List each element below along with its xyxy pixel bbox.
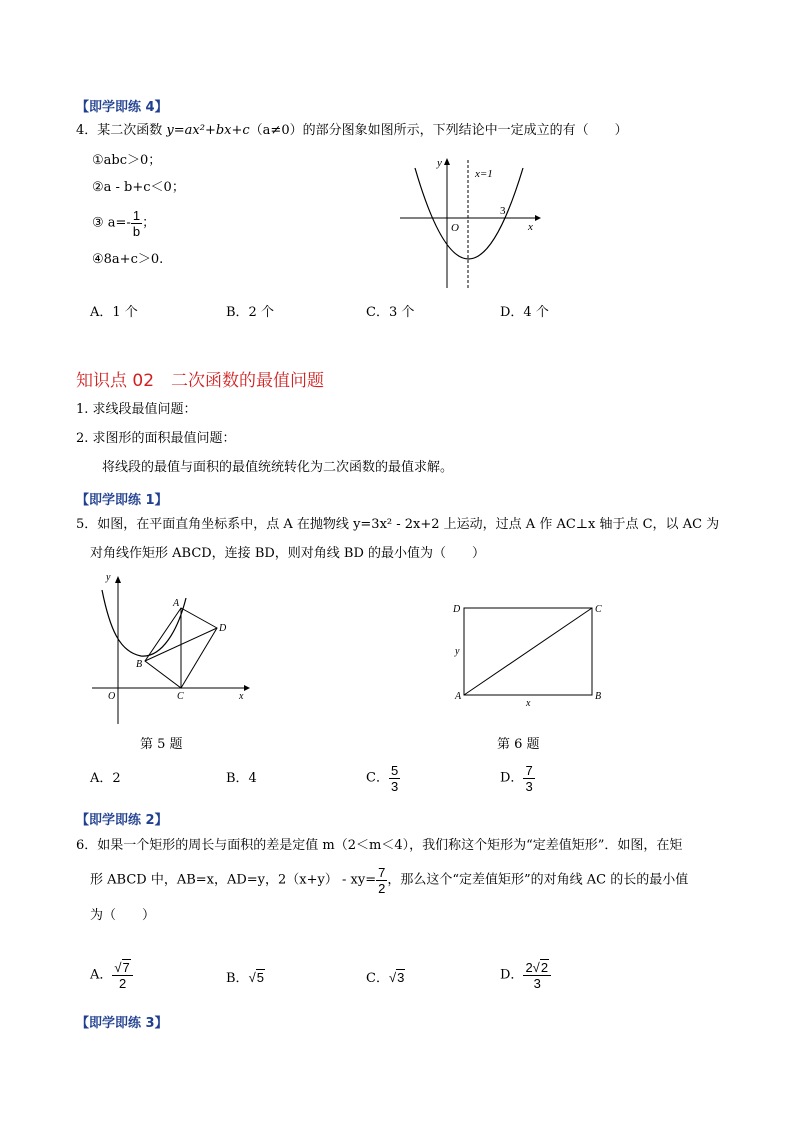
- q6-c-radicand: 3: [397, 970, 405, 985]
- q6-d-coef: 2: [525, 960, 533, 975]
- q6-fig-b: B: [595, 691, 602, 702]
- q6-a-den: 2: [118, 976, 127, 991]
- q5-option-c-label: C．: [366, 770, 389, 786]
- practice-tag-3: 【即学即练 3】: [76, 1016, 168, 1031]
- q6-c-sqrt: √3: [388, 970, 405, 985]
- q4-formula: y=ax²+bx+c: [166, 123, 250, 138]
- q5-line-2: 对角线作矩形 ABCD，连接 BD，则对角线 BD 的最小值为（ ）: [90, 546, 486, 561]
- q6-d-num: 2√2: [523, 960, 551, 976]
- q4-s3-post: ；: [142, 215, 156, 231]
- q6-frac-num: 7: [378, 865, 386, 880]
- q5-option-b[interactable]: B．4: [226, 771, 257, 786]
- q5-option-d-fraction: [523, 763, 534, 794]
- q6-seven-halves: [376, 865, 387, 896]
- q6-d-den: 3: [533, 976, 541, 991]
- q6-line-3: 为（ ）: [90, 908, 156, 923]
- q6-b-sqrt: √5: [248, 970, 264, 985]
- q6-text-2a: 形 ABCD 中，AB=x，AD=y，2（x+y） - xy=: [90, 872, 377, 888]
- q6-fig-y: y: [455, 646, 460, 657]
- q4-stem-b: 的部分图象如图所示，下列结论中一定成立的有（ ）: [302, 123, 628, 138]
- section-line-2: 2. 求图形的面积最值问题：: [76, 431, 236, 446]
- q6-fig-x: x: [526, 698, 531, 709]
- q6-option-a-label: A．: [90, 967, 113, 983]
- q5-option-d-label: D．: [500, 770, 524, 786]
- q4-statement-3: [92, 208, 155, 239]
- q4-graph-three: 3: [500, 205, 506, 217]
- q6-a-radicand: 7: [122, 960, 130, 975]
- figure-5-caption: 第 5 题: [140, 737, 183, 752]
- q5-fig-c: C: [177, 691, 184, 702]
- q6-option-c[interactable]: [366, 970, 405, 987]
- q4-stem-a: 某二次函数: [97, 123, 167, 138]
- q4-s3-num: 1: [132, 208, 141, 223]
- q4-option-d[interactable]: D．4 个: [500, 305, 549, 320]
- q6-option-d[interactable]: [500, 960, 551, 991]
- q5-line-1: [76, 517, 719, 533]
- q4-graph-origin: O: [451, 222, 459, 234]
- q6-option-b-label: B．: [226, 971, 249, 986]
- q5-fig-y: y: [106, 572, 111, 583]
- q6-text-2b: ，那么这个“定差值矩形”的对角线 AC 的长的最小值: [387, 872, 689, 888]
- q4-s3-den: b: [132, 224, 141, 239]
- q6-d-radicand: 2: [540, 960, 549, 975]
- practice-tag-1: 【即学即练 1】: [76, 493, 168, 508]
- q6-option-a-fraction: [112, 960, 132, 991]
- q4-s3-fraction: [131, 208, 142, 239]
- q4-parabola-graph: [395, 150, 545, 292]
- practice-tag-2: 【即学即练 2】: [76, 813, 168, 828]
- q6-a-num: √7: [112, 960, 132, 976]
- q5-fig-b: B: [136, 659, 143, 670]
- q6-text-1: 如果一个矩形的周长与面积的差是定值 m（2＜m＜4），我们称这个矩形为“定差值矩形”．如图，在矩: [97, 838, 683, 853]
- q4-graph-axis-label: x=1: [475, 168, 493, 180]
- q5-d-den: 3: [525, 779, 533, 794]
- q5-d-num: 7: [525, 763, 533, 778]
- section-line-3: 将线段的最值与面积的最值统统转化为二次函数的最值求解。: [102, 460, 454, 475]
- q6-figure: [450, 596, 610, 711]
- q4-condition: （a≠0）: [249, 123, 303, 138]
- q6-fig-d: D: [453, 604, 461, 615]
- q4-option-a[interactable]: A．1 个: [90, 305, 138, 320]
- q5-c-num: 5: [390, 763, 399, 778]
- q4-stem: [76, 123, 628, 139]
- q4-option-c[interactable]: C．3 个: [366, 305, 415, 320]
- q5-fig-a: A: [173, 598, 180, 609]
- q4-option-b[interactable]: B．2 个: [226, 305, 274, 320]
- q4-statement-4: ④8a+c＞0.: [92, 252, 164, 267]
- figure-6-caption: 第 6 题: [497, 737, 540, 752]
- q5-fig-x: x: [239, 691, 244, 702]
- q6-option-c-label: C．: [366, 971, 389, 986]
- q6-fig-c: C: [595, 604, 602, 615]
- q4-number: 4．: [76, 123, 98, 138]
- q6-option-d-label: D．: [500, 967, 524, 983]
- q5-option-c[interactable]: [366, 763, 400, 794]
- q5-text-1: 如图，在平面直角坐标系中，点 A 在抛物线 y=3x² - 2x+2 上运动，过点 A 作 AC⊥x 轴于点 C，以 AC 为: [97, 517, 720, 532]
- q5-option-a[interactable]: A．2: [90, 771, 121, 786]
- q4-statement-1: ①abc＞0；: [92, 153, 162, 168]
- q6-frac-den: 2: [378, 881, 386, 896]
- section-title: 知识点 02 二次函数的最值问题: [76, 371, 325, 391]
- q6-line-1: [76, 838, 682, 854]
- practice-tag-4: 【即学即练 4】: [76, 100, 168, 115]
- q6-fig-a: A: [455, 691, 462, 702]
- q6-option-b[interactable]: [226, 970, 265, 987]
- q6-line-2: [90, 865, 688, 896]
- q5-option-d[interactable]: [500, 763, 535, 794]
- q4-s3-prefix: ③ a=-: [92, 215, 131, 231]
- q5-fig-o: O: [108, 691, 116, 702]
- q5-fig-d: D: [219, 623, 227, 634]
- q6-number: 6．: [76, 838, 98, 853]
- q4-graph-y-label: y: [437, 157, 442, 169]
- q5-c-den: 3: [390, 779, 399, 794]
- q6-option-d-fraction: [523, 960, 551, 991]
- q5-figure: [86, 568, 256, 726]
- q6-b-radicand: 5: [256, 970, 264, 985]
- section-line-1: 1. 求线段最值问题：: [76, 402, 197, 417]
- q5-option-c-fraction: [389, 763, 400, 794]
- q6-option-a[interactable]: [90, 960, 133, 991]
- q4-graph-x-label: x: [528, 221, 533, 233]
- q4-statement-2: ②a - b+c＜0；: [92, 180, 185, 195]
- q5-number: 5．: [76, 517, 98, 532]
